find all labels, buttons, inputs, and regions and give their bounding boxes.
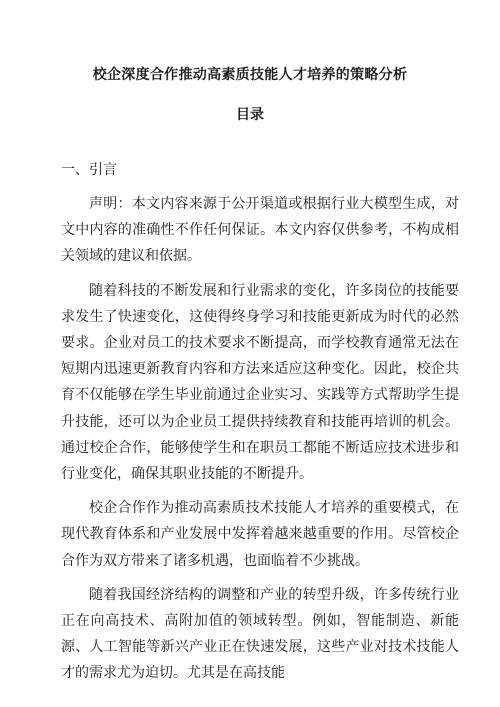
paragraph: 随着科技的不断发展和行业需求的变化，许多岗位的技能要求发生了快速变化，这使得终身学习和技能更新成为时代的必然要求。企业对员工的技术要求不断提高，而学校教育通常无法在短期内迅速更新教育内容和方法来适应这种变化。因此，校企共育不仅能够在学生毕业前通过企业实习、实践等方式帮助学生提升技能，还可以为企业员工提供持续教育和技能再培训的机会。通过校企合作，能够使学生和在职员工都能不断适应技术进步和行业变化，确保其职业技能的不断提升。 — [61, 282, 459, 483]
document-title: 校企深度合作推动高素质技能人才培养的策略分析 — [92, 67, 408, 83]
toc-heading: 目录 — [236, 107, 264, 123]
paragraph-disclaimer: 声明：本文内容来源于公开渠道或根据行业大模型生成，对文中内容的准确性不作任何保证。本文内容仅供参考，不构成相关领域的建议和依据。 — [61, 196, 459, 265]
paragraph: 校企合作作为推动高素质技术技能人才培养的重要模式，在现代教育体系和产业发展中发挥着越来越重要的作用。尽管校企合作为双方带来了诸多机遇，也面临着不少挑战。 — [61, 500, 459, 569]
document-body — [61, 159, 459, 695]
section-heading: 一、引言 — [61, 162, 117, 178]
paragraph: 随着我国经济结构的调整和产业的转型升级，许多传统行业正在向高技术、高附加值的领域转型。例如，智能制造、新能源、人工智能等新兴产业正在快速发展，这些产业对技术技能人才的需求尤为迫切。尤其是在高技能 — [61, 586, 459, 682]
